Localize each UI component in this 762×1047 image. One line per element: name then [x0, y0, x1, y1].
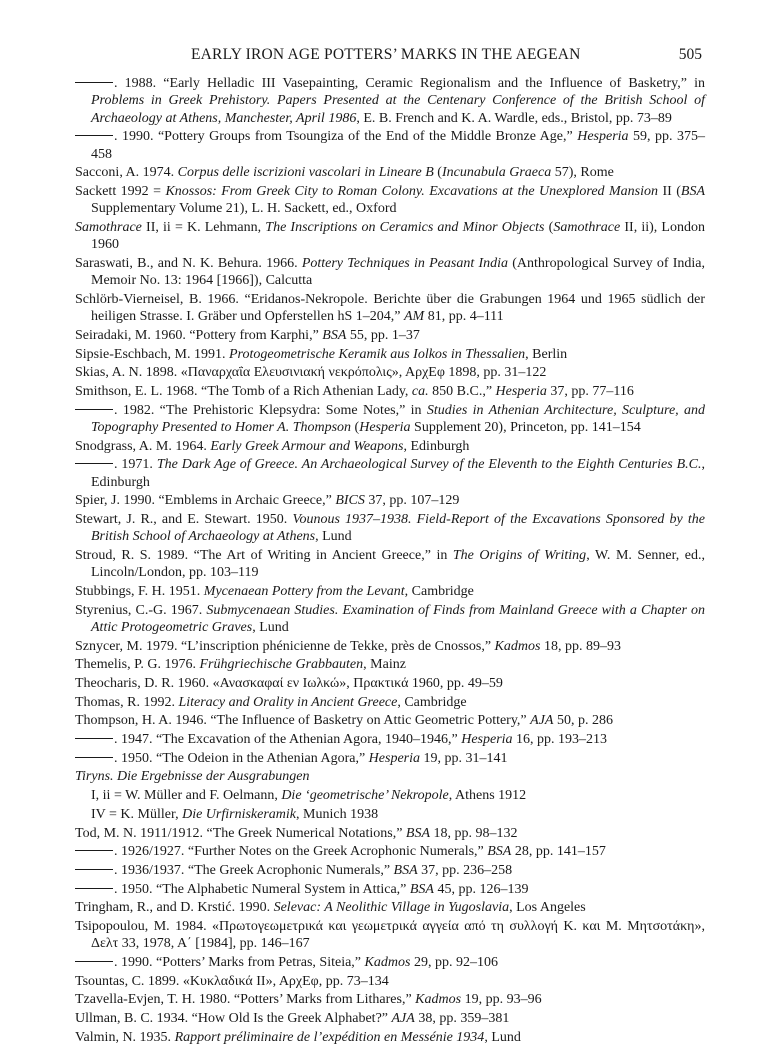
entry-text: . 1982. “The Prehistoric Klepsydra: Some Notes,” in [114, 402, 427, 418]
entry-text: Seiradaki, M. 1960. “Pottery from Karphi,” [75, 327, 323, 343]
entry-title-italic: Early Greek Armour and Weapons [210, 438, 404, 454]
entry-text: Tsipopoulou, M. 1984. «Πρωτογεωμετρικά και γεωμετρικά αγγεία από τη συλλογή Κ. και Μ. Μητσοτάκη», Δελτ 33, 1978, Α΄ [1984], pp. 146–167 [75, 918, 705, 952]
bibliography-entry [75, 694, 705, 711]
bibliography-entry [75, 638, 705, 655]
bibliography-entry [75, 164, 705, 181]
bibliography-entry [75, 75, 705, 127]
bibliography-entry [75, 787, 705, 804]
entry-title-italic: BSA [409, 881, 434, 897]
entry-title-italic: AJA [530, 713, 554, 729]
ditto-dash [75, 961, 113, 962]
entry-text: Skias, A. N. 1898. «Παναρχαΐα Ελευσινιακή νεκρόπολις», ΑρχΕφ 1898, pp. 31–122 [75, 365, 547, 381]
entry-title-italic: Hesperia [461, 732, 513, 748]
entry-text: Schlörb-Vierneisel, B. 1966. “Eridanos-Nekropole. Berichte über die Grabungen 1964 und 1965 südlich der heiligen Strasse. I. Gräber und Opferstellen hS 1–204,” [75, 291, 705, 325]
bibliography-entry [75, 511, 705, 546]
bibliography-entry [75, 899, 705, 916]
entry-text: 57), Rome [551, 165, 614, 181]
entry-text: II ( [658, 183, 681, 199]
entry-text: , Athens 1912 [448, 788, 527, 804]
entry-text: 50, p. 286 [553, 713, 613, 729]
running-title: EARLY IRON AGE POTTERS’ MARKS IN THE AEGEAN [191, 46, 581, 63]
entry-title-italic: Vounous 1937–1938. Field-Report of the Excavations Sponsored by the British School of Archaeology at Athens [91, 511, 705, 545]
bibliography-entry [75, 547, 705, 582]
entry-text: 18, pp. 98–132 [430, 825, 518, 841]
bibliography-entry [75, 712, 705, 729]
bibliography-entry [75, 954, 705, 971]
ditto-dash [75, 738, 113, 739]
entry-title-italic: Submycenaean Studies. Examination of Finds from Mainland Greece with a Chapter on Attic Protogeometric Graves [91, 602, 705, 635]
entry-text: 55, pp. 1–37 [346, 327, 420, 343]
ditto-dash [75, 888, 113, 889]
entry-title-italic: Samothrace [75, 219, 142, 235]
entry-title-italic: Studies in Athenian Architecture, Sculpture, and Topography Presented to Homer A. Thompson [91, 402, 705, 435]
entry-title-italic: Die Urfirniskeramik [182, 806, 297, 822]
entry-text: Styrenius, C.-G. 1967. [75, 602, 207, 618]
entry-text: Sznycer, M. 1979. “L’inscription phénicienne de Tekke, près de Cnossos,” [75, 638, 495, 654]
bibliography-entry [75, 456, 705, 491]
entry-title-italic: Hesperia [368, 750, 420, 766]
entry-text: . 1950. “The Alphabetic Numeral System in Attica,” [114, 881, 410, 897]
entry-text: Supplementary Volume 21), L. H. Sackett, ed., Oxford [91, 201, 397, 217]
entry-text: Stroud, R. S. 1989. “The Art of Writing in Ancient Greece,” in [75, 547, 453, 563]
entry-title-italic: Frühgriechische Grabbauten [199, 657, 364, 673]
entry-title-italic: Rapport préliminaire de l’expédition en Messénie 1934 [174, 1029, 485, 1045]
entry-text: IV = K. Müller, [91, 806, 183, 822]
ditto-dash [75, 463, 113, 464]
entry-title-italic: The Inscriptions on Ceramics and Minor Objects [265, 219, 545, 235]
entry-title-italic: Corpus delle iscrizioni vascolari in Lineare B [177, 165, 434, 181]
entry-text: Themelis, P. G. 1976. [75, 657, 200, 673]
entry-text: , Cambridge [404, 583, 474, 599]
entry-text: , Mainz [363, 657, 406, 673]
entry-title-italic: The Dark Age of Greece. An Archaeological Survey of the Eleventh to the Eighth Centuries B.C. [156, 457, 702, 473]
bibliography-entry [75, 843, 705, 860]
bibliography-entry [75, 128, 705, 163]
bibliography-entry [75, 438, 705, 455]
entry-text: , Edinburgh [91, 457, 705, 490]
entry-text: 37, pp. 236–258 [417, 862, 513, 878]
entry-title-italic: Kadmos [364, 954, 411, 970]
entry-text: . 1990. “Pottery Groups from Tsoungiza of the End of the Middle Bronze Age,” [114, 129, 578, 145]
entry-text: Tzavella-Evjen, T. H. 1980. “Potters’ Marks from Lithares,” [75, 992, 416, 1008]
entry-text: . 1988. “Early Helladic III Vasepainting, Ceramic Regionalism and the Influence of Basketry,” in [114, 76, 705, 91]
bibliography-entry [75, 255, 705, 290]
entry-text: 59, pp. 375–458 [91, 129, 705, 162]
entry-text: 850 B.C.,” [428, 383, 496, 399]
bibliography-entry [75, 327, 705, 344]
page-number: 505 [678, 46, 702, 63]
bibliography-entry [75, 918, 705, 953]
bibliography-entry [75, 768, 705, 785]
entry-text: (Anthropological Survey of India, Memoir No. 13: 1964 [1966]), Calcutta [91, 255, 705, 289]
entry-title-italic: Samothrace [553, 219, 621, 235]
entry-text: Sackett 1992 = [75, 183, 166, 199]
entry-text: , Munich 1938 [296, 806, 379, 822]
bibliography-entry [75, 402, 705, 437]
entry-title-italic: Literacy and Orality in Ancient Greece [178, 694, 398, 710]
ditto-dash [75, 850, 113, 851]
bibliography-entry [75, 1010, 705, 1027]
running-header [0, 46, 762, 68]
ditto-dash [75, 82, 113, 83]
entry-text: , Lund [252, 619, 289, 635]
ditto-dash [75, 409, 113, 410]
bibliography-entry [75, 183, 705, 218]
entry-text: Thomas, R. 1992. [75, 694, 179, 710]
entry-text: Supplement 20), Princeton, pp. 141–154 [410, 419, 641, 435]
entry-title-italic: AJA [391, 1010, 415, 1026]
entry-text: I, ii = W. Müller and F. Oelmann, [91, 788, 282, 804]
bibliography-entry [75, 973, 705, 990]
entry-text: . 1947. “The Excavation of the Athenian Agora, 1940–1946,” [114, 732, 462, 748]
entry-text: Tsountas, C. 1899. «Κυκλαδικά ΙΙ», ΑρχΕφ, pp. 73–134 [75, 973, 389, 989]
entry-text: ( [351, 419, 360, 435]
entry-title-italic: BSA [405, 825, 431, 841]
bibliography-entry [75, 602, 705, 637]
entry-text: II, ii), London 1960 [91, 219, 705, 253]
bibliography-entry [75, 675, 705, 692]
bibliography-entry [75, 291, 705, 326]
entry-text: 37, pp. 77–116 [546, 383, 634, 399]
ditto-dash [75, 757, 113, 758]
bibliography-entry [75, 731, 705, 748]
entry-text: . 1926/1927. “Further Notes on the Greek Acrophonic Numerals,” [114, 844, 488, 860]
entry-title-italic: Mycenaean Pottery from the Levant [203, 583, 405, 599]
entry-title-italic: Tiryns. Die Ergebnisse der Ausgrabungen [75, 769, 310, 785]
entry-text: Snodgrass, A. M. 1964. [75, 438, 211, 454]
entry-title-italic: Hesperia [577, 129, 629, 145]
bibliography-entry [75, 1029, 705, 1046]
entry-text: 19, pp. 93–96 [461, 992, 542, 1008]
entry-text: , Berlin [525, 346, 568, 362]
entry-text: , Lund [315, 529, 352, 545]
entry-title-italic: Protogeometrische Keramik aus Iolkos in Thessalien [228, 346, 526, 362]
entry-text: Ullman, B. C. 1934. “How Old Is the Greek Alphabet?” [75, 1010, 392, 1026]
entry-text: ( [433, 165, 442, 181]
entry-text: Thompson, H. A. 1946. “The Influence of Basketry on Attic Geometric Pottery,” [75, 713, 531, 729]
entry-title-italic: AM [403, 309, 425, 325]
entry-text: 37, pp. 107–129 [364, 493, 460, 509]
entry-title-italic: The Origins of Writing [452, 547, 587, 563]
entry-text: 28, pp. 141–157 [511, 844, 606, 860]
bibliography-entry [75, 364, 705, 381]
bibliography-entry [75, 492, 705, 509]
bibliography-entry [75, 806, 705, 823]
ditto-dash [75, 869, 113, 870]
entry-title-italic: Selevac: A Neolithic Village in Yugoslavia [273, 900, 510, 916]
entry-title-italic: Die ‘geometrische’ Nekropole [281, 788, 449, 804]
bibliography-entry [75, 991, 705, 1008]
entry-text: , Lund [484, 1029, 521, 1045]
entry-text: , Edinburgh [403, 438, 470, 454]
entry-text: Tringham, R., and D. Krstić. 1990. [75, 900, 274, 916]
entry-title-italic: Incunabula Graeca [441, 165, 552, 181]
entry-text: . 1950. “The Odeion in the Athenian Agora,” [114, 750, 369, 766]
entry-title-italic: BICS [335, 493, 365, 509]
entry-text: , Los Angeles [509, 900, 586, 916]
bibliography-entry [75, 346, 705, 363]
entry-title-italic: Kadmos [494, 638, 541, 654]
entry-text: 29, pp. 92–106 [410, 954, 498, 970]
entry-text: . 1936/1937. “The Greek Acrophonic Numerals,” [114, 862, 394, 878]
entry-text: . 1971. [114, 457, 157, 473]
ditto-dash [75, 135, 113, 136]
entry-text: Saraswati, B., and N. K. Behura. 1966. [75, 255, 302, 271]
bibliography-list [75, 75, 705, 1047]
entry-text: Theocharis, D. R. 1960. «Ανασκαφαί εν Ιωλκώ», Πρακτικά 1960, pp. 49–59 [75, 676, 503, 691]
entry-text: Stewart, J. R., and E. Stewart. 1950. [75, 511, 293, 527]
entry-text: 16, pp. 193–213 [512, 732, 608, 748]
entry-text: ( [544, 219, 554, 235]
entry-text: 18, pp. 89–93 [540, 638, 621, 654]
entry-text: . 1990. “Potters’ Marks from Petras, Siteia,” [114, 954, 365, 970]
entry-text: II, ii = K. Lehmann, [141, 219, 266, 235]
entry-title-italic: Hesperia [359, 419, 411, 435]
entry-title-italic: BSA [322, 327, 347, 343]
bibliography-entry [75, 219, 705, 254]
entry-text: Tod, M. N. 1911/1912. “The Greek Numerical Notations,” [75, 825, 406, 841]
entry-title-italic: Kadmos [415, 992, 462, 1008]
entry-text: Smithson, E. L. 1968. “The Tomb of a Rich Athenian Lady, [75, 383, 412, 399]
entry-title-italic: ca. [411, 383, 429, 399]
entry-title-italic: BSA [487, 844, 512, 860]
entry-text: 45, pp. 126–139 [433, 881, 529, 897]
entry-text: 38, pp. 359–381 [414, 1010, 510, 1026]
bibliography-entry [75, 656, 705, 673]
entry-text: Spier, J. 1990. “Emblems in Archaic Greece,” [75, 493, 336, 509]
entry-text: , W. M. Senner, ed., Lincoln/London, pp. 103–119 [91, 547, 706, 581]
entry-title-italic: Problems in Greek Prehistory. Papers Presented at the Centenary Conference of the British School of Archaeology at Athens, Manchester, April 1986 [91, 93, 705, 126]
entry-text: Sacconi, A. 1974. [75, 165, 178, 181]
bibliography-entry [75, 881, 705, 898]
entry-text: Valmin, N. 1935. [75, 1029, 175, 1045]
entry-title-italic: Hesperia [495, 383, 547, 399]
bibliography-entry [75, 750, 705, 767]
entry-title-italic: BSA [393, 862, 418, 878]
bibliography-entry [75, 825, 705, 842]
bibliography-entry [75, 583, 705, 600]
entry-text: , E. B. French and K. A. Wardle, eds., Bristol, pp. 73–89 [356, 110, 672, 126]
entry-text: Stubbings, F. H. 1951. [75, 583, 204, 599]
entry-text: 81, pp. 4–111 [424, 309, 504, 325]
entry-title-italic: Knossos: From Greek City to Roman Colony. Excavations at the Unexplored Mansion [165, 183, 659, 199]
entry-title-italic: BSA [680, 183, 706, 199]
bibliography-entry [75, 383, 705, 400]
entry-text: Sipsie-Eschbach, M. 1991. [75, 346, 229, 362]
bibliography-entry [75, 862, 705, 879]
entry-text: 19, pp. 31–141 [420, 750, 508, 766]
entry-text: , Cambridge [397, 694, 467, 710]
entry-title-italic: Pottery Techniques in Peasant India [301, 255, 509, 271]
